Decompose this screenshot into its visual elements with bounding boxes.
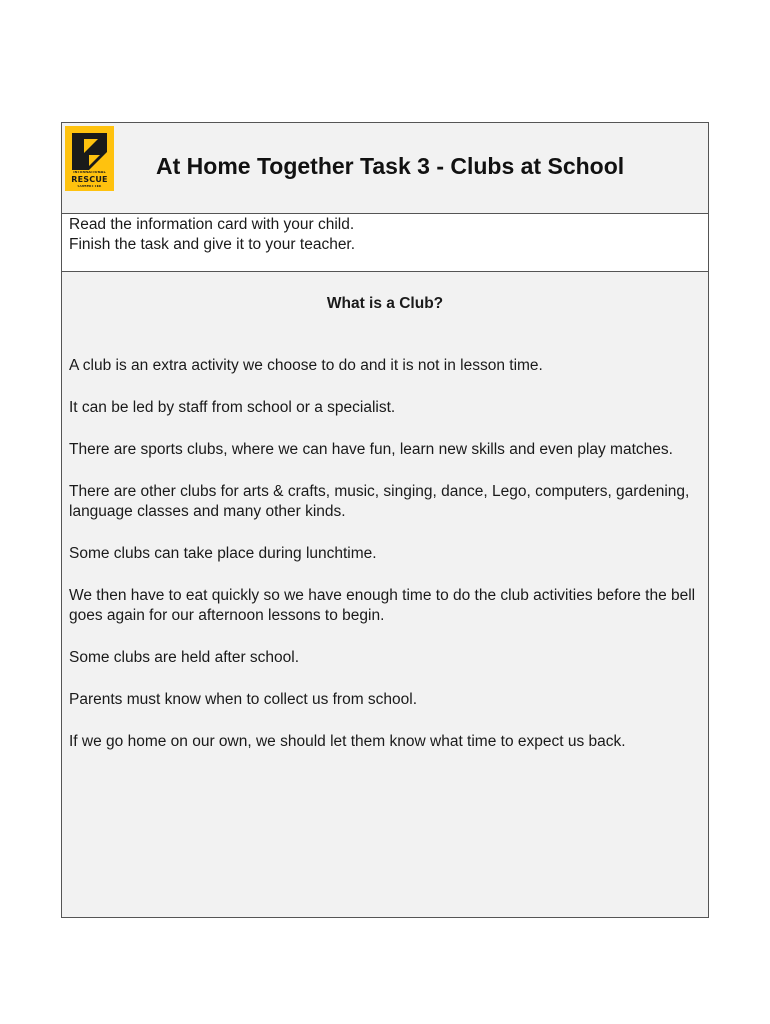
instruction-line-1: Read the information card with your child. <box>69 216 355 233</box>
info-heading: What is a Club? <box>326 295 444 312</box>
info-paragraph: A club is an extra activity we choose to do and it is not in lesson time. <box>69 357 543 374</box>
worksheet <box>61 122 709 918</box>
information-card <box>62 273 708 774</box>
info-paragraph: Some clubs are held after school. <box>69 649 300 666</box>
logo-text-main: RESCUE <box>71 176 108 184</box>
info-paragraph: Some clubs can take place during lunchtime. <box>69 545 377 562</box>
info-paragraph: If we go home on our own, we should let them know what time to expect us back. <box>69 733 626 750</box>
instruction-line-2: Finish the task and give it to your teacher. <box>69 236 356 253</box>
logo-text-top: INTERNATIONAL <box>73 171 106 174</box>
worksheet-header <box>62 123 708 214</box>
info-paragraph: We then have to eat quickly so we have enough time to do the club activities before the bell goes again for our afternoon lessons to begin. <box>69 587 696 624</box>
page-title: At Home Together Task 3 - Clubs at School <box>156 153 625 179</box>
info-paragraph: There are sports clubs, where we can have fun, learn new skills and even play matches. <box>69 441 673 458</box>
instructions-box <box>62 214 708 272</box>
info-paragraph: There are other clubs for arts & crafts, music, singing, dance, Lego, computers, gardening, language classes and many other kinds. <box>69 483 690 520</box>
info-paragraph: Parents must know when to collect us from school. <box>69 691 418 708</box>
logo-text-bottom: COMMITTEE <box>77 185 102 188</box>
info-paragraph: It can be led by staff from school or a specialist. <box>69 399 396 416</box>
